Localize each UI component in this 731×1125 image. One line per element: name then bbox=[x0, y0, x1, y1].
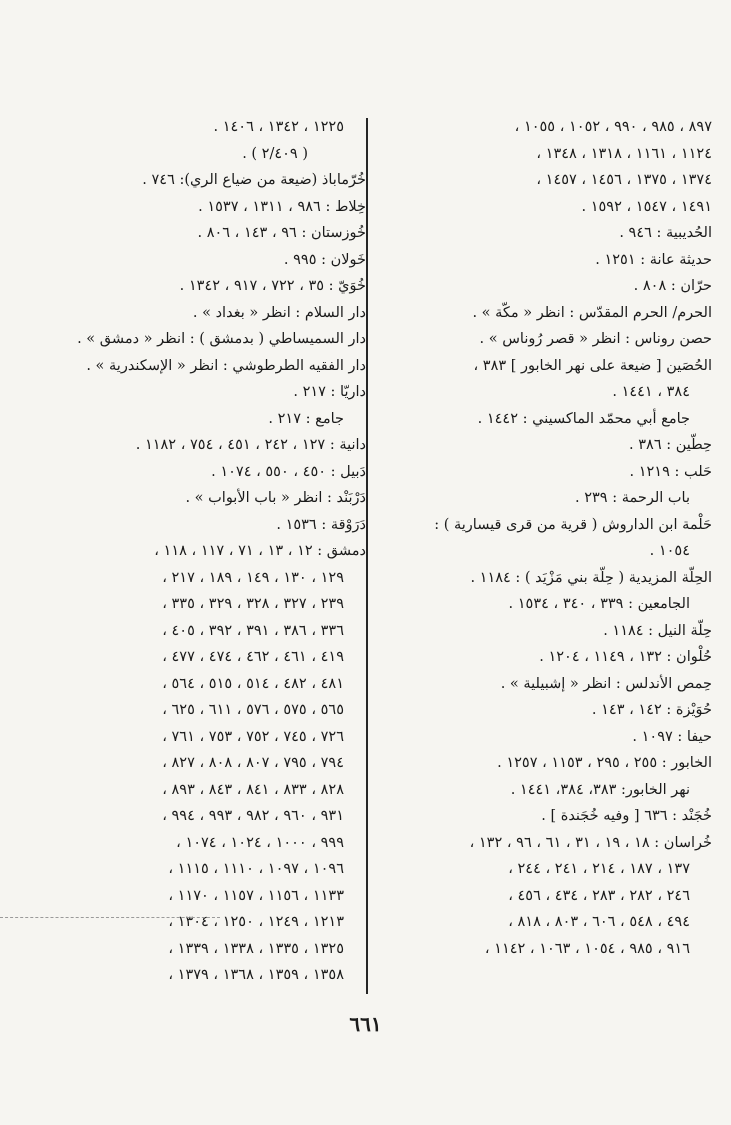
index-line: ٣٣٦ ، ٣٨٦ ، ٣٩١ ، ٣٩٢ ، ٤٠٥ ، bbox=[162, 622, 344, 639]
index-line: ٤٩٤ ، ٥٤٨ ، ٦٠٦ ، ٨٠٣ ، ٨١٨ ، bbox=[508, 914, 690, 930]
index-line: ٤٨١ ، ٤٨٢ ، ٥١٤ ، ٥١٥ ، ٥٦٤ ، bbox=[162, 675, 344, 692]
index-line: ١١٣٣ ، ١١٥٦ ، ١١٥٧ ، ١١٧٠ ، bbox=[168, 887, 344, 904]
index-entry: خُوَيّ : ٣٥ ، ٧٢٢ ، ٩١٧ ، ١٣٤٢ . bbox=[179, 278, 366, 294]
index-entry: دمشق : ١٢ ، ١٣ ، ٧١ ، ١١٧ ، ١١٨ ، bbox=[154, 543, 366, 559]
index-line: ٥٦٥ ، ٥٧٥ ، ٥٧٦ ، ٦١١ ، ٦٢٥ ، bbox=[162, 702, 344, 718]
index-subentry: الجامعين : ٣٣٩ ، ٣٤٠ ، ١٥٣٤ . bbox=[508, 596, 690, 612]
scan-artifact-line bbox=[0, 917, 220, 918]
index-line: ١٢٩ ، ١٣٠ ، ١٤٩ ، ١٨٩ ، ٢١٧ ، bbox=[162, 569, 344, 586]
index-line: ٣٨٤ ، ١٤٤١ . bbox=[612, 384, 690, 400]
index-line: ٧٢٦ ، ٧٤٥ ، ٧٥٢ ، ٧٥٣ ، ٧٦١ ، bbox=[162, 728, 344, 745]
index-entry: حُوَيْزة : ١٤٢ ، ١٤٣ . bbox=[591, 702, 712, 718]
index-entry: حيفا : ١٠٩٧ . bbox=[632, 728, 712, 745]
index-entry: خُراسان : ١٨ ، ١٩ ، ٣١ ، ٦١ ، ٩٦ ، ١٣٢ ، bbox=[469, 834, 712, 851]
index-entry: داريّا : ٢١٧ . bbox=[293, 384, 366, 400]
index-line: ٢٣٩ ، ٣٢٧ ، ٣٢٨ ، ٣٢٩ ، ٣٣٥ ، bbox=[162, 596, 344, 612]
index-subentry: جامع أبي محمّد الماكسيني : ١٤٤٢ . bbox=[477, 410, 690, 427]
index-line: ٨٢٨ ، ٨٣٣ ، ٨٤١ ، ٨٤٣ ، ٨٩٣ ، bbox=[162, 781, 344, 798]
index-line: ١٣٥٨ ، ١٣٥٩ ، ١٣٦٨ ، ١٣٧٩ ، bbox=[168, 967, 344, 983]
index-line: ٤١٩ ، ٤٦١ ، ٤٦٢ ، ٤٧٤ ، ٤٧٧ ، bbox=[162, 649, 344, 665]
index-line: ٨٩٧ ، ٩٨٥ ، ٩٩٠ ، ١٠٥٢ ، ١٠٥٥ ، bbox=[514, 119, 712, 135]
index-subentry: باب الرحمة : ٢٣٩ . bbox=[575, 490, 690, 506]
index-line: ٩٣١ ، ٩٦٠ ، ٩٨٢ ، ٩٩٣ ، ٩٩٤ ، bbox=[162, 808, 344, 824]
index-line: ١٢٢٥ ، ١٣٤٢ ، ١٤٠٦ . bbox=[213, 119, 344, 135]
index-entry: دَبيل : ٤٥٠ ، ٥٥٠ ، ١٠٧٤ . bbox=[211, 463, 366, 480]
index-subentry: جامع : ٢١٧ . bbox=[268, 410, 344, 427]
index-entry: حُلْوان : ١٣٢ ، ١١٤٩ ، ١٢٠٤ . bbox=[539, 649, 712, 665]
index-line: ٧٩٤ ، ٧٩٥ ، ٨٠٧ ، ٨٠٨ ، ٨٢٧ ، bbox=[162, 755, 344, 771]
column-divider bbox=[366, 118, 368, 994]
index-line: ٩٩٩ ، ١٠٠٠ ، ١٠٢٤ ، ١٠٧٤ ، bbox=[176, 834, 344, 851]
index-line: ١٠٩٦ ، ١٠٩٧ ، ١١١٠ ، ١١١٥ ، bbox=[168, 861, 344, 877]
index-entry: دَرَوْقة : ١٥٣٦ . bbox=[276, 516, 366, 533]
index-line: ١٣٧ ، ١٨٧ ، ٢١٤ ، ٢٤١ ، ٢٤٤ ، bbox=[508, 861, 690, 877]
index-entry: خُوزستان : ٩٦ ، ١٤٣ ، ٨٠٦ . bbox=[197, 225, 366, 241]
index-entry: حديثة عانة : ١٢٥١ . bbox=[595, 251, 712, 268]
index-entry: خِلاط : ٩٨٦ ، ١٣١١ ، ١٥٣٧ . bbox=[198, 198, 366, 215]
index-line: ٢٤٦ ، ٢٨٢ ، ٢٨٣ ، ٤٣٤ ، ٤٥٦ ، bbox=[508, 887, 690, 904]
index-entry: خَولان : ٩٩٥ . bbox=[283, 251, 366, 268]
index-entry: الحرم/ الحرم المقدّس : انظر « مكّة » . bbox=[472, 304, 712, 321]
left-column bbox=[28, 114, 366, 989]
index-entry: حرّان : ٨٠٨ . bbox=[633, 278, 712, 294]
right-column bbox=[372, 114, 712, 962]
index-subentry: نهر الخابور: ٣٨٣، ٣٨٤، ١٤٤١ . bbox=[510, 781, 690, 798]
index-entry: دانية : ١٢٧ ، ٢٤٢ ، ٤٥١ ، ٧٥٤ ، ١١٨٢ . bbox=[135, 437, 366, 453]
index-entry: الخابور : ٢٥٥ ، ٢٩٥ ، ١١٥٣ ، ١٢٥٧ . bbox=[497, 755, 712, 771]
index-entry: دار السلام : انظر « بغداد » . bbox=[192, 304, 366, 321]
index-entry: خُرّماباذ (ضيعة من ضياع الري): ٧٤٦ . bbox=[142, 172, 366, 188]
index-line: ١١٢٤ ، ١١٦١ ، ١٣١٨ ، ١٣٤٨ ، bbox=[536, 145, 712, 162]
index-entry: حِطّين : ٣٨٦ . bbox=[629, 437, 712, 453]
index-line: ١٣٧٤ ، ١٣٧٥ ، ١٤٥٦ ، ١٤٥٧ ، bbox=[536, 172, 712, 188]
index-entry: حَلْمة ابن الداروش ( قرية من قرى قيسارية ) : bbox=[434, 516, 712, 533]
page-number: ٦٦١ bbox=[349, 1012, 382, 1036]
index-line: ٩١٦ ، ٩٨٥ ، ١٠٥٤ ، ١٠٦٣ ، ١١٤٢ ، bbox=[484, 940, 690, 957]
index-entry: دَرْبَنْد : انظر « باب الأبواب » . bbox=[185, 490, 366, 506]
index-entry: الحِلّة المزيدية ( حِلّة بني مَزْيَد ) : ١١٨٤ . bbox=[470, 569, 712, 586]
index-entry: حصن روناس : انظر « قصر رُوناس » . bbox=[479, 331, 712, 347]
index-line: ١٢١٣ ، ١٢٤٩ ، ١٢٥٠ ، ١٣٠٤ ، bbox=[168, 914, 344, 930]
index-line: ١٣٢٥ ، ١٣٣٥ ، ١٣٣٨ ، ١٣٣٩ ، bbox=[168, 940, 344, 957]
index-line: ( ٢/٤٠٩ ) . bbox=[242, 145, 308, 162]
index-line: ١٤٩١ ، ١٥٤٧ ، ١٥٩٢ . bbox=[581, 198, 712, 215]
index-entry: خُجَنْد : ٦٣٦ [ وفيه خُجَندة ] . bbox=[541, 808, 712, 824]
index-entry: حَلب : ١٢١٩ . bbox=[629, 463, 712, 480]
index-entry: حِمص الأندلس : انظر « إشبيلية » . bbox=[500, 675, 712, 692]
index-entry: الحُصَين [ ضيعة على نهر الخابور ] ٣٨٣ ، bbox=[473, 357, 712, 374]
index-entry: الحُديبية : ٩٤٦ . bbox=[619, 225, 712, 241]
index-entry: دار الفقيه الطرطوشي : انظر « الإسكندرية » . bbox=[86, 357, 366, 374]
index-entry: حِلّة النيل : ١١٨٤ . bbox=[603, 622, 712, 639]
index-entry: دار السميساطي ( بدمشق ) : انظر « دمشق » . bbox=[77, 331, 366, 347]
index-line: ١٠٥٤ . bbox=[649, 543, 690, 559]
